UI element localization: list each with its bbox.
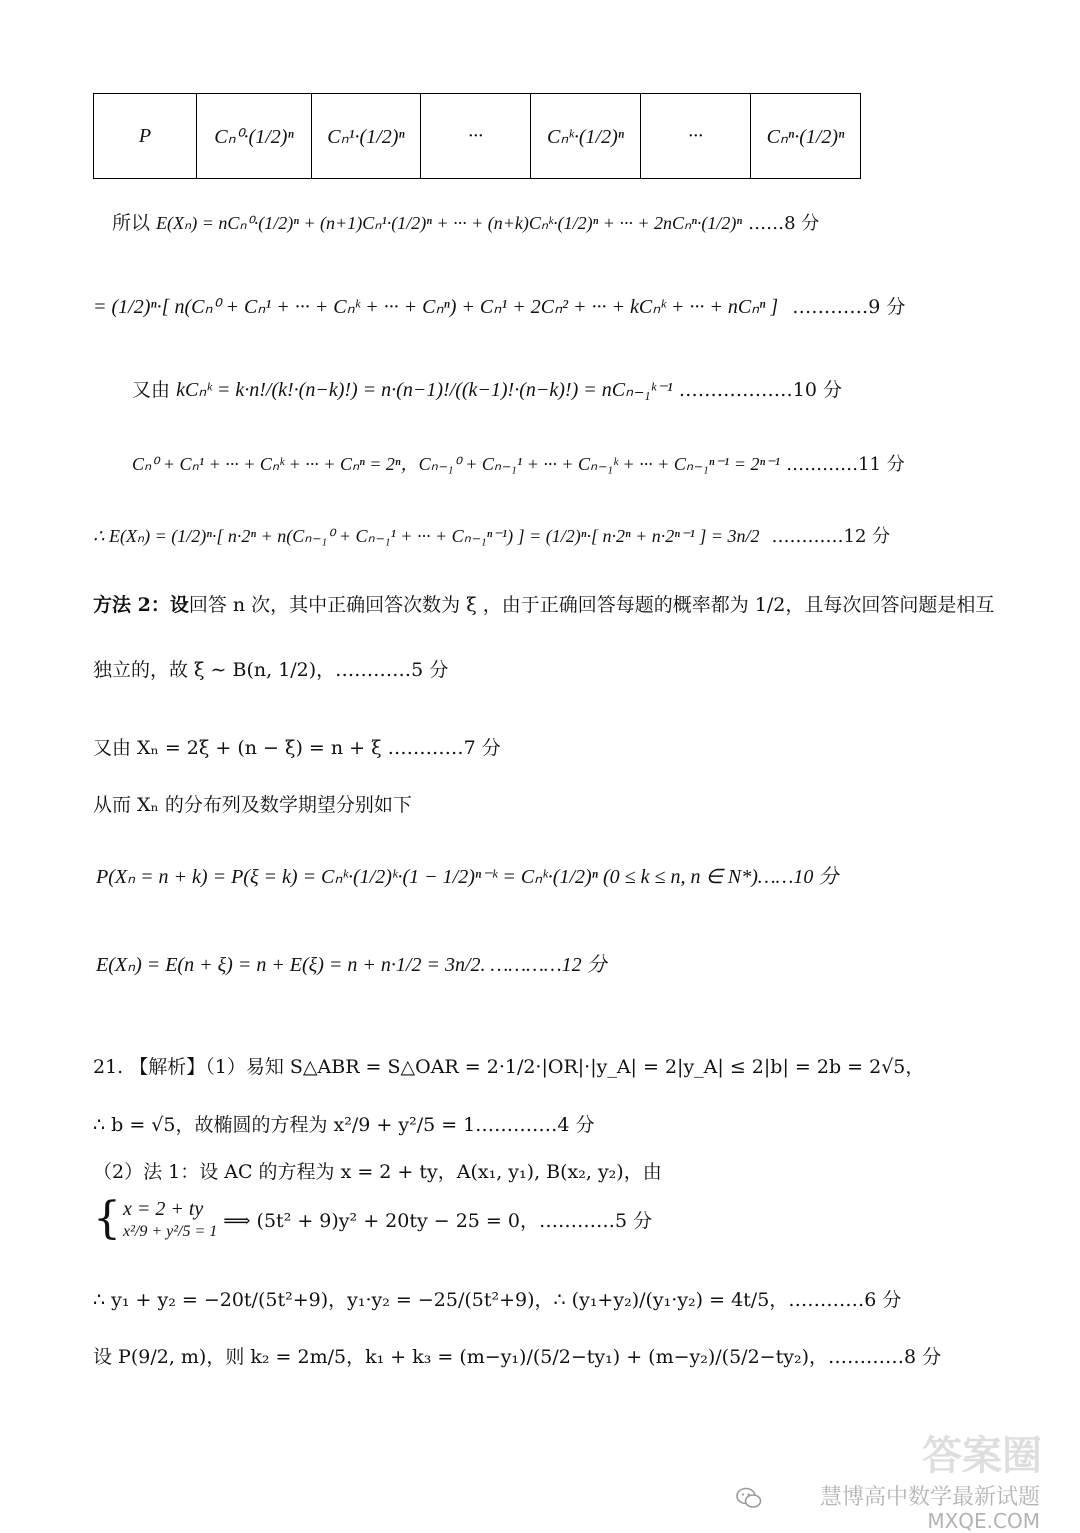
wechat-icon <box>736 1487 762 1509</box>
watermark-logo: 答案圈 <box>922 1433 1042 1479</box>
watermark-site: MXQE.COM <box>927 1509 1040 1533</box>
method2-expectation: E(Xₙ) = E(n + ξ) = n + E(ξ) = n + n·1/2 = 3n/2. …………12 分 <box>96 954 607 976</box>
q21-ellipse: ∴ b = √5，故椭圆的方程为 x²/9 + y²/5 = 1.…………4 分 <box>93 1114 595 1136</box>
q21-vieta: ∴ y₁ + y₂ = −20t/(5t²+9)，y₁·y₂ = −25/(5t²+9)，∴ (y₁+y₂)/(y₁·y₂) = 4t/5，…………6 分 <box>93 1289 902 1311</box>
table-cell: Cₙ⁰·(1/2)ⁿ <box>197 94 312 179</box>
table-cell: ··· <box>421 94 531 179</box>
table-cell: Cₙᵏ·(1/2)ⁿ <box>531 94 641 179</box>
watermark-account: 慧博高中数学最新试题 <box>819 1485 1040 1510</box>
method2-distribution: P(Xₙ = n + k) = P(ξ = k) = Cₙᵏ·(1/2)ᵏ·(1 − 1/2)ⁿ⁻ᵏ = Cₙᵏ·(1/2)ⁿ (0 ≤ k ≤ n, n ∈ N*)……10 分 <box>96 866 839 888</box>
q21-part1: 21. 【解析】（1）易知 S△ABR = S△OAR = 2·1/2·|OR|·|y_A| = 2|y_A| ≤ 2|b| = 2b = 2√5， <box>93 1056 925 1078</box>
table-row <box>94 94 861 179</box>
line-expectation: 所以 E(Xₙ) = nCₙ⁰·(1/2)ⁿ + (n+1)Cₙ¹·(1/2)ⁿ + ··· + (n+k)Cₙᵏ·(1/2)ⁿ + ··· + 2nCₙⁿ·(1/2)ⁿ ……8 分 <box>112 212 820 234</box>
table-header-cell: P <box>94 94 197 179</box>
method2-heading: 从而 Xₙ 的分布列及数学期望分别如下 <box>93 794 412 816</box>
q21-part2: （2）法 1：设 AC 的方程为 x = 2 + ty，A(x₁, y₁), B(x₂, y₂)，由 <box>93 1161 662 1183</box>
table-cell: Cₙ¹·(1/2)ⁿ <box>312 94 421 179</box>
method2-binomial: 独立的，故 ξ ∼ B(n, 1/2)，…………5 分 <box>93 659 449 681</box>
line-identity: 又由 kCₙᵏ = k·n!/(k!·(n−k)!) = n·(n−1)!/((k−1)!·(n−k)!) = nCₙ₋₁ᵏ⁻¹ ………………10 分 <box>132 379 842 401</box>
q21-slopes: 设 P(9/2, m)，则 k₂ = 2m/5，k₁ + k₃ = (m−y₁)/(5/2−ty₁) + (m−y₂)/(5/2−ty₂)，…………8 分 <box>93 1346 942 1368</box>
table-cell: ··· <box>641 94 751 179</box>
method2-relation: 又由 Xₙ = 2ξ + (n − ξ) = n + ξ …………7 分 <box>93 737 501 759</box>
line-expansion: = (1/2)ⁿ·[ n(Cₙ⁰ + Cₙ¹ + ··· + Cₙᵏ + ··· + Cₙⁿ) + Cₙ¹ + 2Cₙ² + ··· + kCₙᵏ + ··· + nCₙⁿ ] …………9 分 <box>93 296 906 318</box>
distribution-table <box>93 93 861 179</box>
line-result: ∴ E(Xₙ) = (1/2)ⁿ·[ n·2ⁿ + n(Cₙ₋₁⁰ + Cₙ₋₁¹ + ··· + Cₙ₋₁ⁿ⁻¹) ] = (1/2)ⁿ·[ n·2ⁿ + n·2ⁿ⁻¹ ] = 3n/2 …………12 分 <box>93 526 891 547</box>
brace-icon: { <box>93 1193 121 1245</box>
line-binomial-sum: Cₙ⁰ + Cₙ¹ + ··· + Cₙᵏ + ··· + Cₙⁿ = 2ⁿ，Cₙ₋₁⁰ + Cₙ₋₁¹ + ··· + Cₙ₋₁ᵏ + ··· + Cₙ₋₁ⁿ⁻¹ = 2ⁿ⁻¹ …………11 分 <box>132 454 905 475</box>
q21-system: { x = 2 + ty x²/9 + y²/5 = 1 ⟹ (5t² + 9)y² + 20ty − 25 = 0，…………5 分 <box>93 1193 653 1245</box>
table-cell: Cₙⁿ·(1/2)ⁿ <box>751 94 861 179</box>
method2-intro: 方法 2：设回答 n 次，其中正确回答次数为 ξ ，由于正确回答每题的概率都为 1/2，且每次回答问题是相互 <box>93 594 995 616</box>
